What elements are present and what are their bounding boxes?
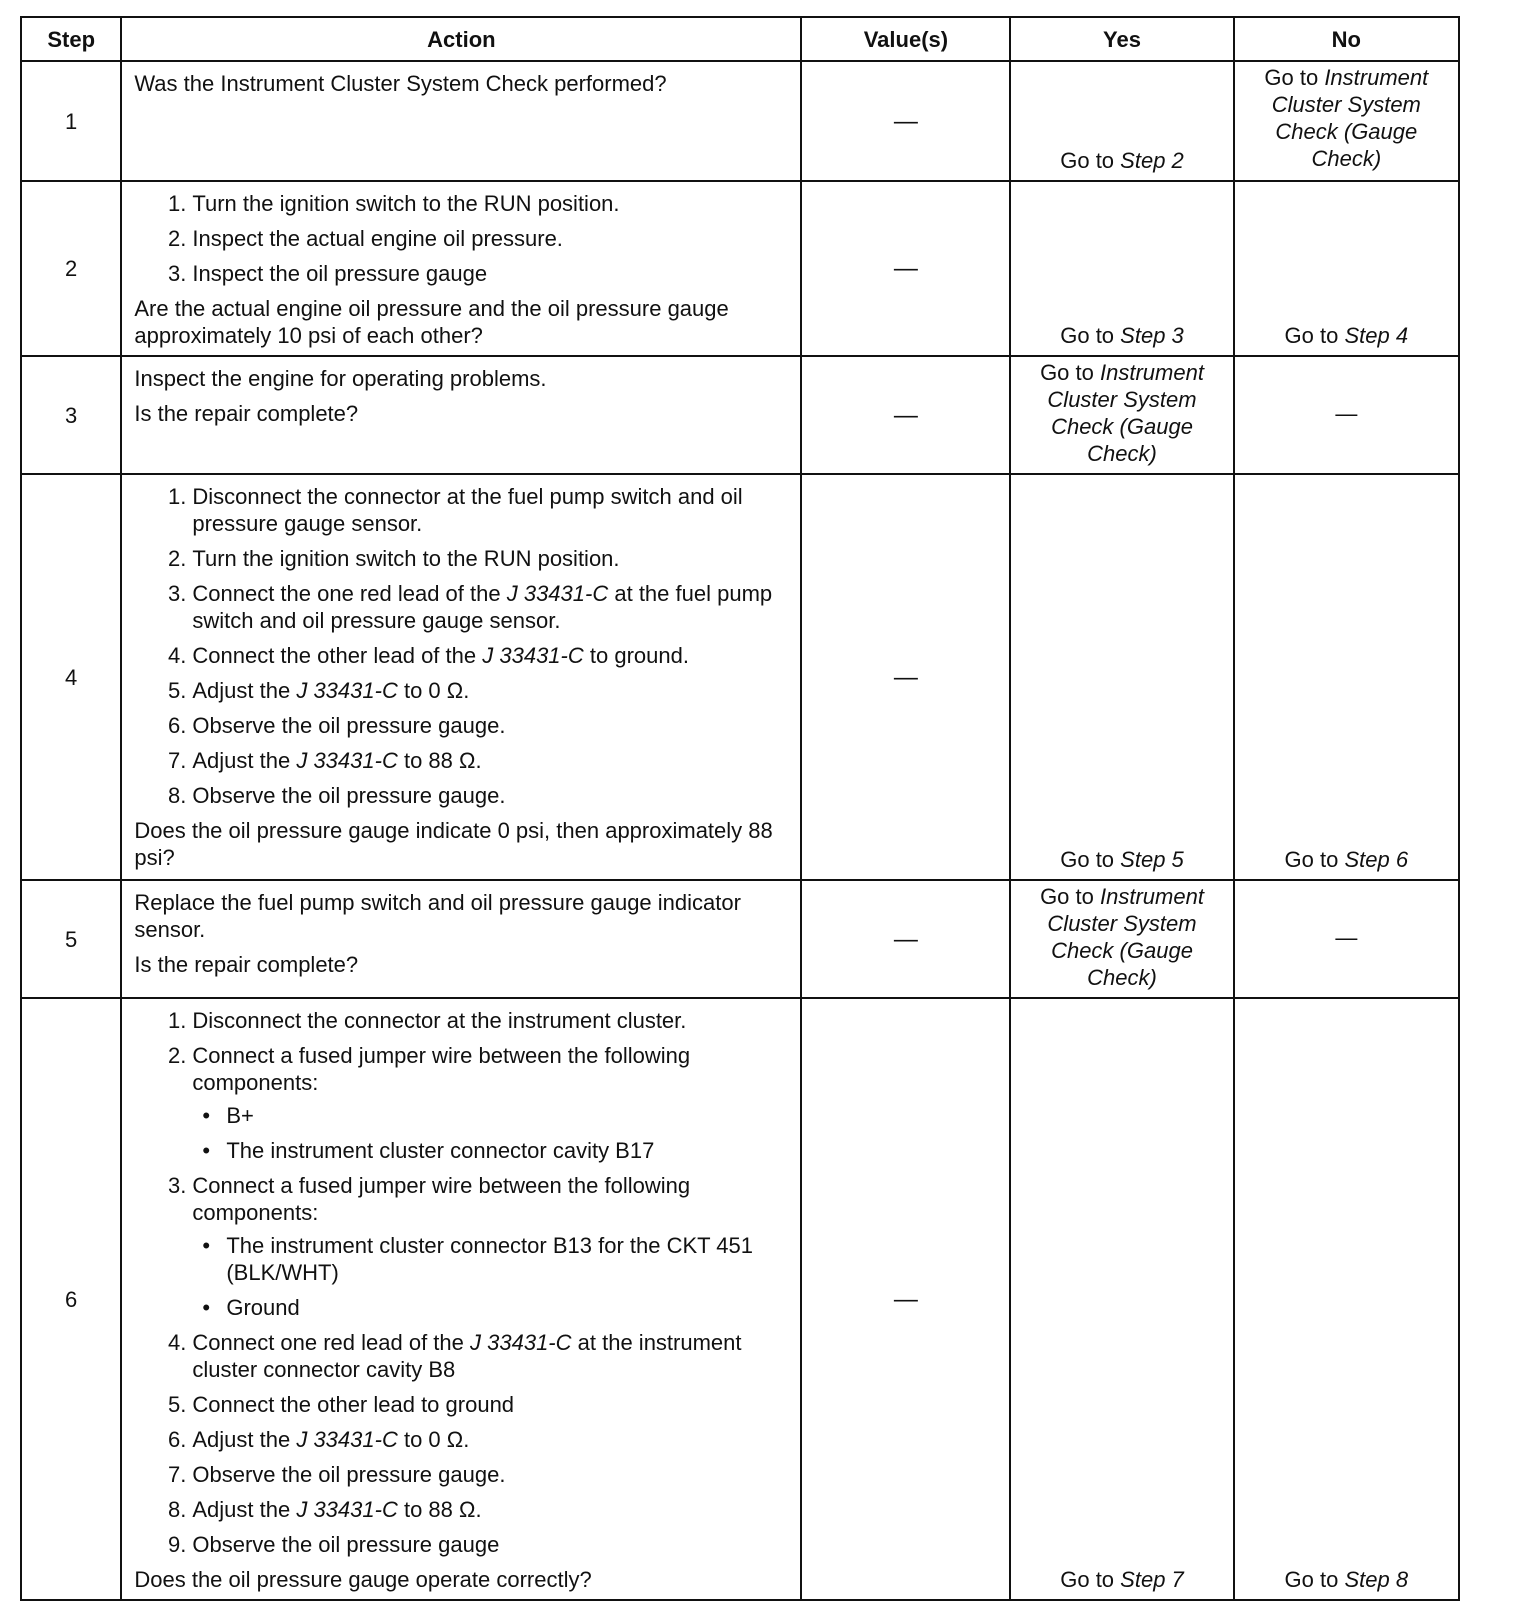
value-cell: —	[801, 474, 1010, 880]
item-text: to 0 Ω.	[403, 678, 470, 703]
item-text: to ground.	[589, 643, 689, 668]
list-item: 2. Inspect the actual engine oil pressure.	[168, 226, 563, 251]
item-text: Inspect the actual engine oil pressure.	[192, 226, 563, 251]
action-cell	[121, 61, 801, 181]
bullet-glyph: •	[202, 1295, 211, 1320]
table-row	[21, 61, 1459, 181]
yes-cell	[1010, 474, 1233, 880]
goto-text: Go to	[1040, 884, 1094, 909]
item-text: Adjust the	[192, 678, 291, 703]
diagnostic-table-page	[20, 16, 1460, 1601]
list-item: 9. Observe the oil pressure gauge	[168, 1532, 500, 1557]
step-number: 1	[21, 61, 121, 181]
list-item: 4. Connect one red lead of the J 33431-C at the instrument cluster connector cavity B8	[168, 1330, 742, 1382]
goto-text: Go to	[1060, 847, 1115, 872]
list-item: 3. Connect a fused jumper wire between the following components: • The instrument cluster connector B13 for the CKT 451 (BLK/WHT) • Ground	[134, 1172, 790, 1321]
list-item: 1. Turn the ignition switch to the RUN position.	[168, 191, 620, 216]
bullet-item	[192, 1232, 790, 1286]
value-cell: —	[801, 880, 1010, 998]
step-number: 3	[21, 356, 121, 474]
table-row	[21, 181, 1459, 356]
bullet-item	[192, 1102, 790, 1129]
item-text: to 88 Ω.	[403, 748, 482, 773]
list-item: 4. Connect the other lead of the J 33431-C to ground.	[168, 643, 689, 668]
action-text: Replace the fuel pump switch and oil pressure gauge indicator sensor.	[134, 890, 741, 942]
list-item: 2. Connect a fused jumper wire between the following components: • B+ • The instrument cluster connector cavity B17	[134, 1042, 790, 1164]
list-item: 5. Adjust the J 33431-C to 0 Ω.	[168, 678, 470, 703]
list-item: 8. Adjust the J 33431-C to 88 Ω.	[168, 1497, 482, 1522]
check-link[interactable]: Instrument Cluster System Check (Gauge Check)	[1047, 360, 1204, 466]
goto-text: Go to	[1284, 847, 1339, 872]
value-cell: —	[801, 61, 1010, 181]
table-row	[21, 474, 1459, 880]
value-cell: —	[801, 181, 1010, 356]
header-action: Action	[121, 17, 801, 61]
bullet-list	[192, 1102, 790, 1164]
tool-name: J 33431-C	[470, 1330, 572, 1355]
value-cell: —	[801, 998, 1010, 1600]
item-text: Connect the other lead to ground	[192, 1392, 515, 1417]
question-text: Are the actual engine oil pressure and the oil pressure gauge approximately 10 psi of each other?	[134, 296, 729, 348]
item-text: Connect one red lead of the	[192, 1330, 464, 1355]
item-text: Observe the oil pressure gauge	[192, 1532, 500, 1557]
goto-text: Go to	[1040, 360, 1094, 385]
item-text: to 88 Ω.	[403, 1497, 482, 1522]
bullet-item	[192, 1294, 790, 1321]
step-number: 6	[21, 998, 121, 1600]
bullet-text: The instrument cluster connector cavity B17	[226, 1138, 655, 1163]
item-text: Observe the oil pressure gauge.	[192, 783, 506, 808]
bullet-glyph: •	[202, 1233, 211, 1258]
item-text: Inspect the oil pressure gauge	[192, 261, 488, 286]
question-text: Does the oil pressure gauge indicate 0 psi, then approximately 88 psi?	[134, 818, 773, 870]
item-text: Connect a fused jumper wire between the following components:	[192, 1173, 691, 1225]
list-item: 6. Adjust the J 33431-C to 0 Ω.	[168, 1427, 470, 1452]
item-text: Adjust the	[192, 748, 291, 773]
table-row	[21, 356, 1459, 474]
question-text: Is the repair complete?	[134, 952, 359, 977]
yes-cell	[1010, 181, 1233, 356]
item-text: at the fuel pump switch and oil pressure gauge sensor.	[192, 581, 773, 633]
no-cell	[1234, 474, 1459, 880]
no-cell	[1234, 61, 1459, 181]
list-item: 5. Connect the other lead to ground	[168, 1392, 515, 1417]
step-number: 4	[21, 474, 121, 880]
question-text: Is the repair complete?	[134, 401, 359, 426]
step-link[interactable]: Step 2	[1120, 148, 1184, 173]
yes-cell	[1010, 61, 1233, 181]
item-text: Turn the ignition switch to the RUN position.	[192, 546, 620, 571]
diagnostic-table	[20, 16, 1460, 1601]
no-cell: —	[1234, 880, 1459, 998]
item-text: Observe the oil pressure gauge.	[192, 713, 506, 738]
bullet-text: B+	[226, 1103, 254, 1128]
step-link[interactable]: Step 6	[1344, 847, 1409, 872]
step-link[interactable]: Step 7	[1120, 1567, 1184, 1592]
bullet-glyph: •	[202, 1138, 211, 1163]
value-cell: —	[801, 356, 1010, 474]
action-list	[134, 483, 790, 809]
tool-name: J 33431-C	[296, 748, 398, 773]
item-text: Connect a fused jumper wire between the following components:	[192, 1043, 691, 1095]
step-number: 2	[21, 181, 121, 356]
item-text: Connect the other lead of the	[192, 643, 477, 668]
no-cell: —	[1234, 356, 1459, 474]
goto-text: Go to	[1264, 65, 1319, 90]
list-item: 3. Inspect the oil pressure gauge	[168, 261, 488, 286]
list-item: 7. Adjust the J 33431-C to 88 Ω.	[168, 748, 482, 773]
action-list	[134, 190, 790, 287]
item-text: at the instrument cluster connector cavity B8	[192, 1330, 742, 1382]
action-list	[134, 1007, 790, 1558]
list-item: 7. Observe the oil pressure gauge.	[168, 1462, 506, 1487]
yes-cell	[1010, 998, 1233, 1600]
table-row	[21, 998, 1459, 1600]
header-yes: Yes	[1010, 17, 1233, 61]
item-text: Disconnect the connector at the instrument cluster.	[192, 1008, 687, 1033]
list-item: 1. Disconnect the connector at the fuel pump switch and oil pressure gauge sensor.	[168, 484, 743, 536]
header-row	[21, 17, 1459, 61]
action-cell	[121, 474, 801, 880]
action-cell	[121, 880, 801, 998]
item-text: to 0 Ω.	[403, 1427, 470, 1452]
list-item: 8. Observe the oil pressure gauge.	[168, 783, 506, 808]
bullet-glyph: •	[202, 1103, 211, 1128]
item-text: Disconnect the connector at the fuel pump switch and oil pressure gauge sensor.	[192, 484, 743, 536]
bullet-text: Ground	[226, 1295, 300, 1320]
goto-text: Go to	[1284, 323, 1339, 348]
step-number: 5	[21, 880, 121, 998]
yes-cell	[1010, 356, 1233, 474]
no-cell	[1234, 998, 1459, 1600]
tool-name: J 33431-C	[506, 581, 609, 606]
list-item: 6. Observe the oil pressure gauge.	[168, 713, 506, 738]
goto-text: Go to	[1284, 1567, 1339, 1592]
list-item: 2. Turn the ignition switch to the RUN position.	[168, 546, 620, 571]
list-item: 1. Disconnect the connector at the instrument cluster.	[168, 1008, 687, 1033]
question-text: Was the Instrument Cluster System Check performed?	[134, 71, 667, 96]
item-text: Turn the ignition switch to the RUN position.	[192, 191, 620, 216]
tool-name: J 33431-C	[296, 678, 398, 703]
header-no: No	[1234, 17, 1459, 61]
item-text: Connect the one red lead of the	[192, 581, 501, 606]
action-cell	[121, 356, 801, 474]
question-text: Does the oil pressure gauge operate correctly?	[134, 1567, 592, 1592]
goto-text: Go to	[1060, 148, 1115, 173]
step-link[interactable]: Step 8	[1344, 1567, 1409, 1592]
action-text: Inspect the engine for operating problems.	[134, 366, 547, 391]
bullet-text: The instrument cluster connector B13 for the CKT 451 (BLK/WHT)	[226, 1233, 753, 1285]
table-row	[21, 880, 1459, 998]
no-cell	[1234, 181, 1459, 356]
goto-text: Go to	[1060, 323, 1115, 348]
check-link[interactable]: Instrument Cluster System Check (Gauge Check)	[1271, 65, 1429, 171]
goto-text: Go to	[1060, 1567, 1115, 1592]
list-item: 3. Connect the one red lead of the J 33431-C at the fuel pump switch and oil pressure gauge sensor.	[168, 581, 773, 633]
item-text: Adjust the	[192, 1497, 291, 1522]
tool-name: J 33431-C	[296, 1427, 398, 1452]
check-link[interactable]: Instrument Cluster System Check (Gauge Check)	[1047, 884, 1204, 990]
step-link[interactable]: Step 3	[1120, 323, 1184, 348]
action-cell	[121, 998, 801, 1600]
step-link[interactable]: Step 4	[1344, 323, 1409, 348]
item-text: Adjust the	[192, 1427, 291, 1452]
bullet-item	[192, 1137, 790, 1164]
yes-cell	[1010, 880, 1233, 998]
action-cell	[121, 181, 801, 356]
header-values: Value(s)	[801, 17, 1010, 61]
header-step: Step	[21, 17, 121, 61]
tool-name: J 33431-C	[482, 643, 584, 668]
tool-name: J 33431-C	[296, 1497, 398, 1522]
step-link[interactable]: Step 5	[1120, 847, 1184, 872]
item-text: Observe the oil pressure gauge.	[192, 1462, 506, 1487]
bullet-list	[192, 1232, 790, 1321]
